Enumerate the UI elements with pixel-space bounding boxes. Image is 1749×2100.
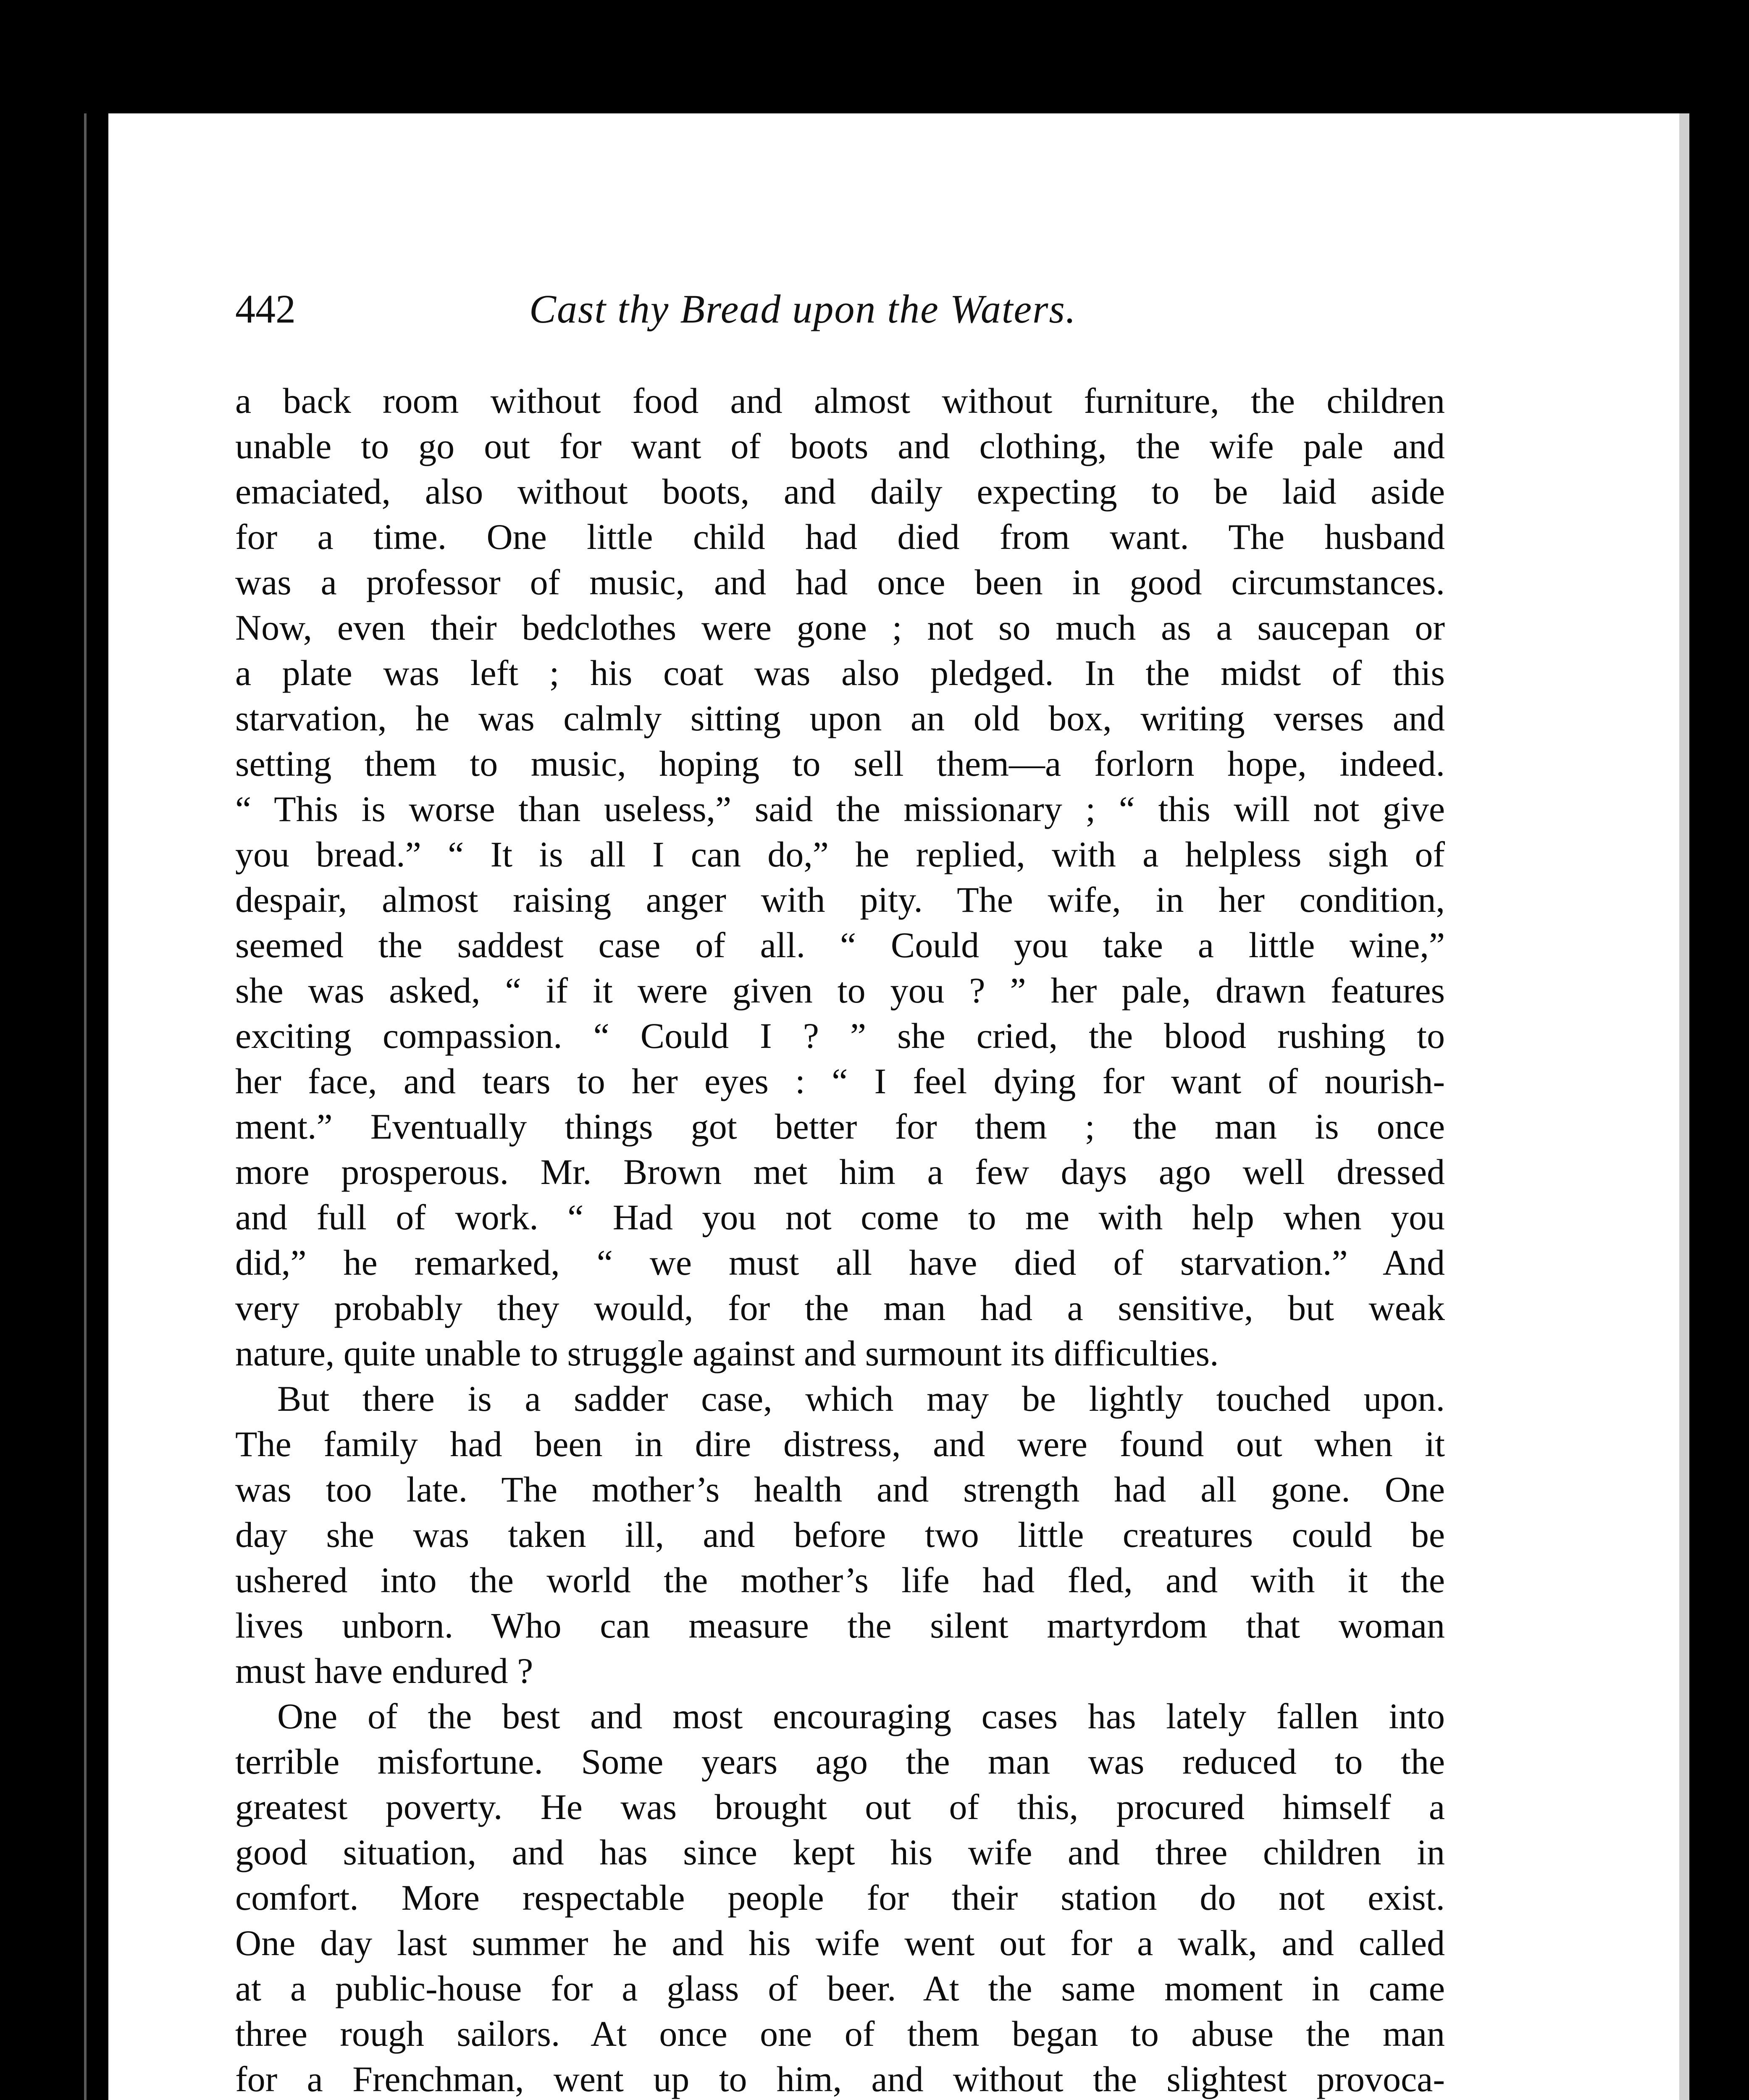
text-line: a back room without food and almost without furniture, the children [235, 381, 1445, 421]
text-line: she was asked, “ if it were given to you ? ” her pale, drawn features [235, 970, 1445, 1011]
text-line: But there is a sadder case, which may be lightly touched upon. [277, 1378, 1445, 1419]
text-line: for a Frenchman, went up to him, and without the slightest provoca- [235, 2059, 1445, 2099]
text-line: and full of work. “ Had you not come to me with help when you [235, 1197, 1445, 1237]
page-edge [1679, 113, 1689, 2100]
text-line: day she was taken ill, and before two little creatures could be [235, 1515, 1445, 1555]
text-line: exciting compassion. “ Could I ? ” she cried, the blood rushing to [235, 1016, 1445, 1056]
paragraph [235, 1376, 1445, 1693]
text-line: ment.” Eventually things got better for them ; the man is once [235, 1106, 1445, 1147]
paragraph [235, 378, 1445, 1376]
page-number: 442 [235, 286, 296, 331]
text-line: unable to go out for want of boots and clothing, the wife pale and [235, 426, 1445, 466]
text-line: setting them to music, hoping to sell them—a forlorn hope, indeed. [235, 743, 1445, 784]
text-line: was a professor of music, and had once been in good circumstances. [235, 562, 1445, 602]
text-line: The family had been in dire distress, and were found out when it [235, 1424, 1445, 1464]
text-line: greatest poverty. He was brought out of this, procured himself a [235, 1787, 1445, 1827]
text-line: more prosperous. Mr. Brown met him a few days ago well dressed [235, 1152, 1445, 1192]
gutter-line [84, 113, 87, 2100]
text-line: Now, even their bedclothes were gone ; not so much as a saucepan or [235, 607, 1445, 648]
text-line: terrible misfortune. Some years ago the man was reduced to the [235, 1741, 1445, 1782]
text-line: nature, quite unable to struggle against and surmount its difficulties. [235, 1333, 1219, 1373]
text-line: did,” he remarked, “ we must all have died of starvation.” And [235, 1242, 1445, 1283]
text-line: her face, and tears to her eyes : “ I feel dying for want of nourish- [235, 1061, 1445, 1101]
text-line: three rough sailors. At once one of them began to abuse the man [235, 2013, 1445, 2054]
text-line: despair, almost raising anger with pity. The wife, in her condition, [235, 879, 1445, 920]
text-line: seemed the saddest case of all. “ Could you take a little wine,” [235, 925, 1445, 965]
text-line: emaciated, also without boots, and daily expecting to be laid aside [235, 471, 1445, 512]
text-line: starvation, he was calmly sitting upon an old box, writing verses and [235, 698, 1445, 738]
text-line: at a public-house for a glass of beer. At the same moment in came [235, 1968, 1445, 2008]
text-line: “ This is worse than useless,” said the missionary ; “ this will not give [235, 789, 1445, 829]
text-line: comfort. More respectable people for their station do not exist. [235, 1877, 1445, 1918]
paragraph [235, 1693, 1445, 2100]
text-line: a plate was left ; his coat was also pledged. In the midst of this [235, 653, 1445, 693]
text-line: must have endured ? [235, 1651, 533, 1691]
text-line: One day last summer he and his wife went out for a walk, and called [235, 1923, 1445, 1963]
text-line: lives unborn. Who can measure the silent martyrdom that woman [235, 1605, 1445, 1646]
text-line: you bread.” “ It is all I can do,” he replied, with a helpless sigh of [235, 834, 1445, 874]
running-title: Cast thy Bread upon the Waters. [529, 286, 1077, 331]
text-line: for a time. One little child had died from want. The husband [235, 517, 1445, 557]
text-line: ushered into the world the mother’s life had fled, and with it the [235, 1560, 1445, 1600]
text-line: was too late. The mother’s health and strength had all gone. One [235, 1469, 1445, 1509]
page-header [235, 286, 1285, 336]
body-text [235, 378, 1445, 2100]
text-line: good situation, and has since kept his wife and three children in [235, 1832, 1445, 1872]
text-line: One of the best and most encouraging cases has lately fallen into [277, 1696, 1445, 1736]
text-line: very probably they would, for the man had a sensitive, but weak [235, 1288, 1445, 1328]
